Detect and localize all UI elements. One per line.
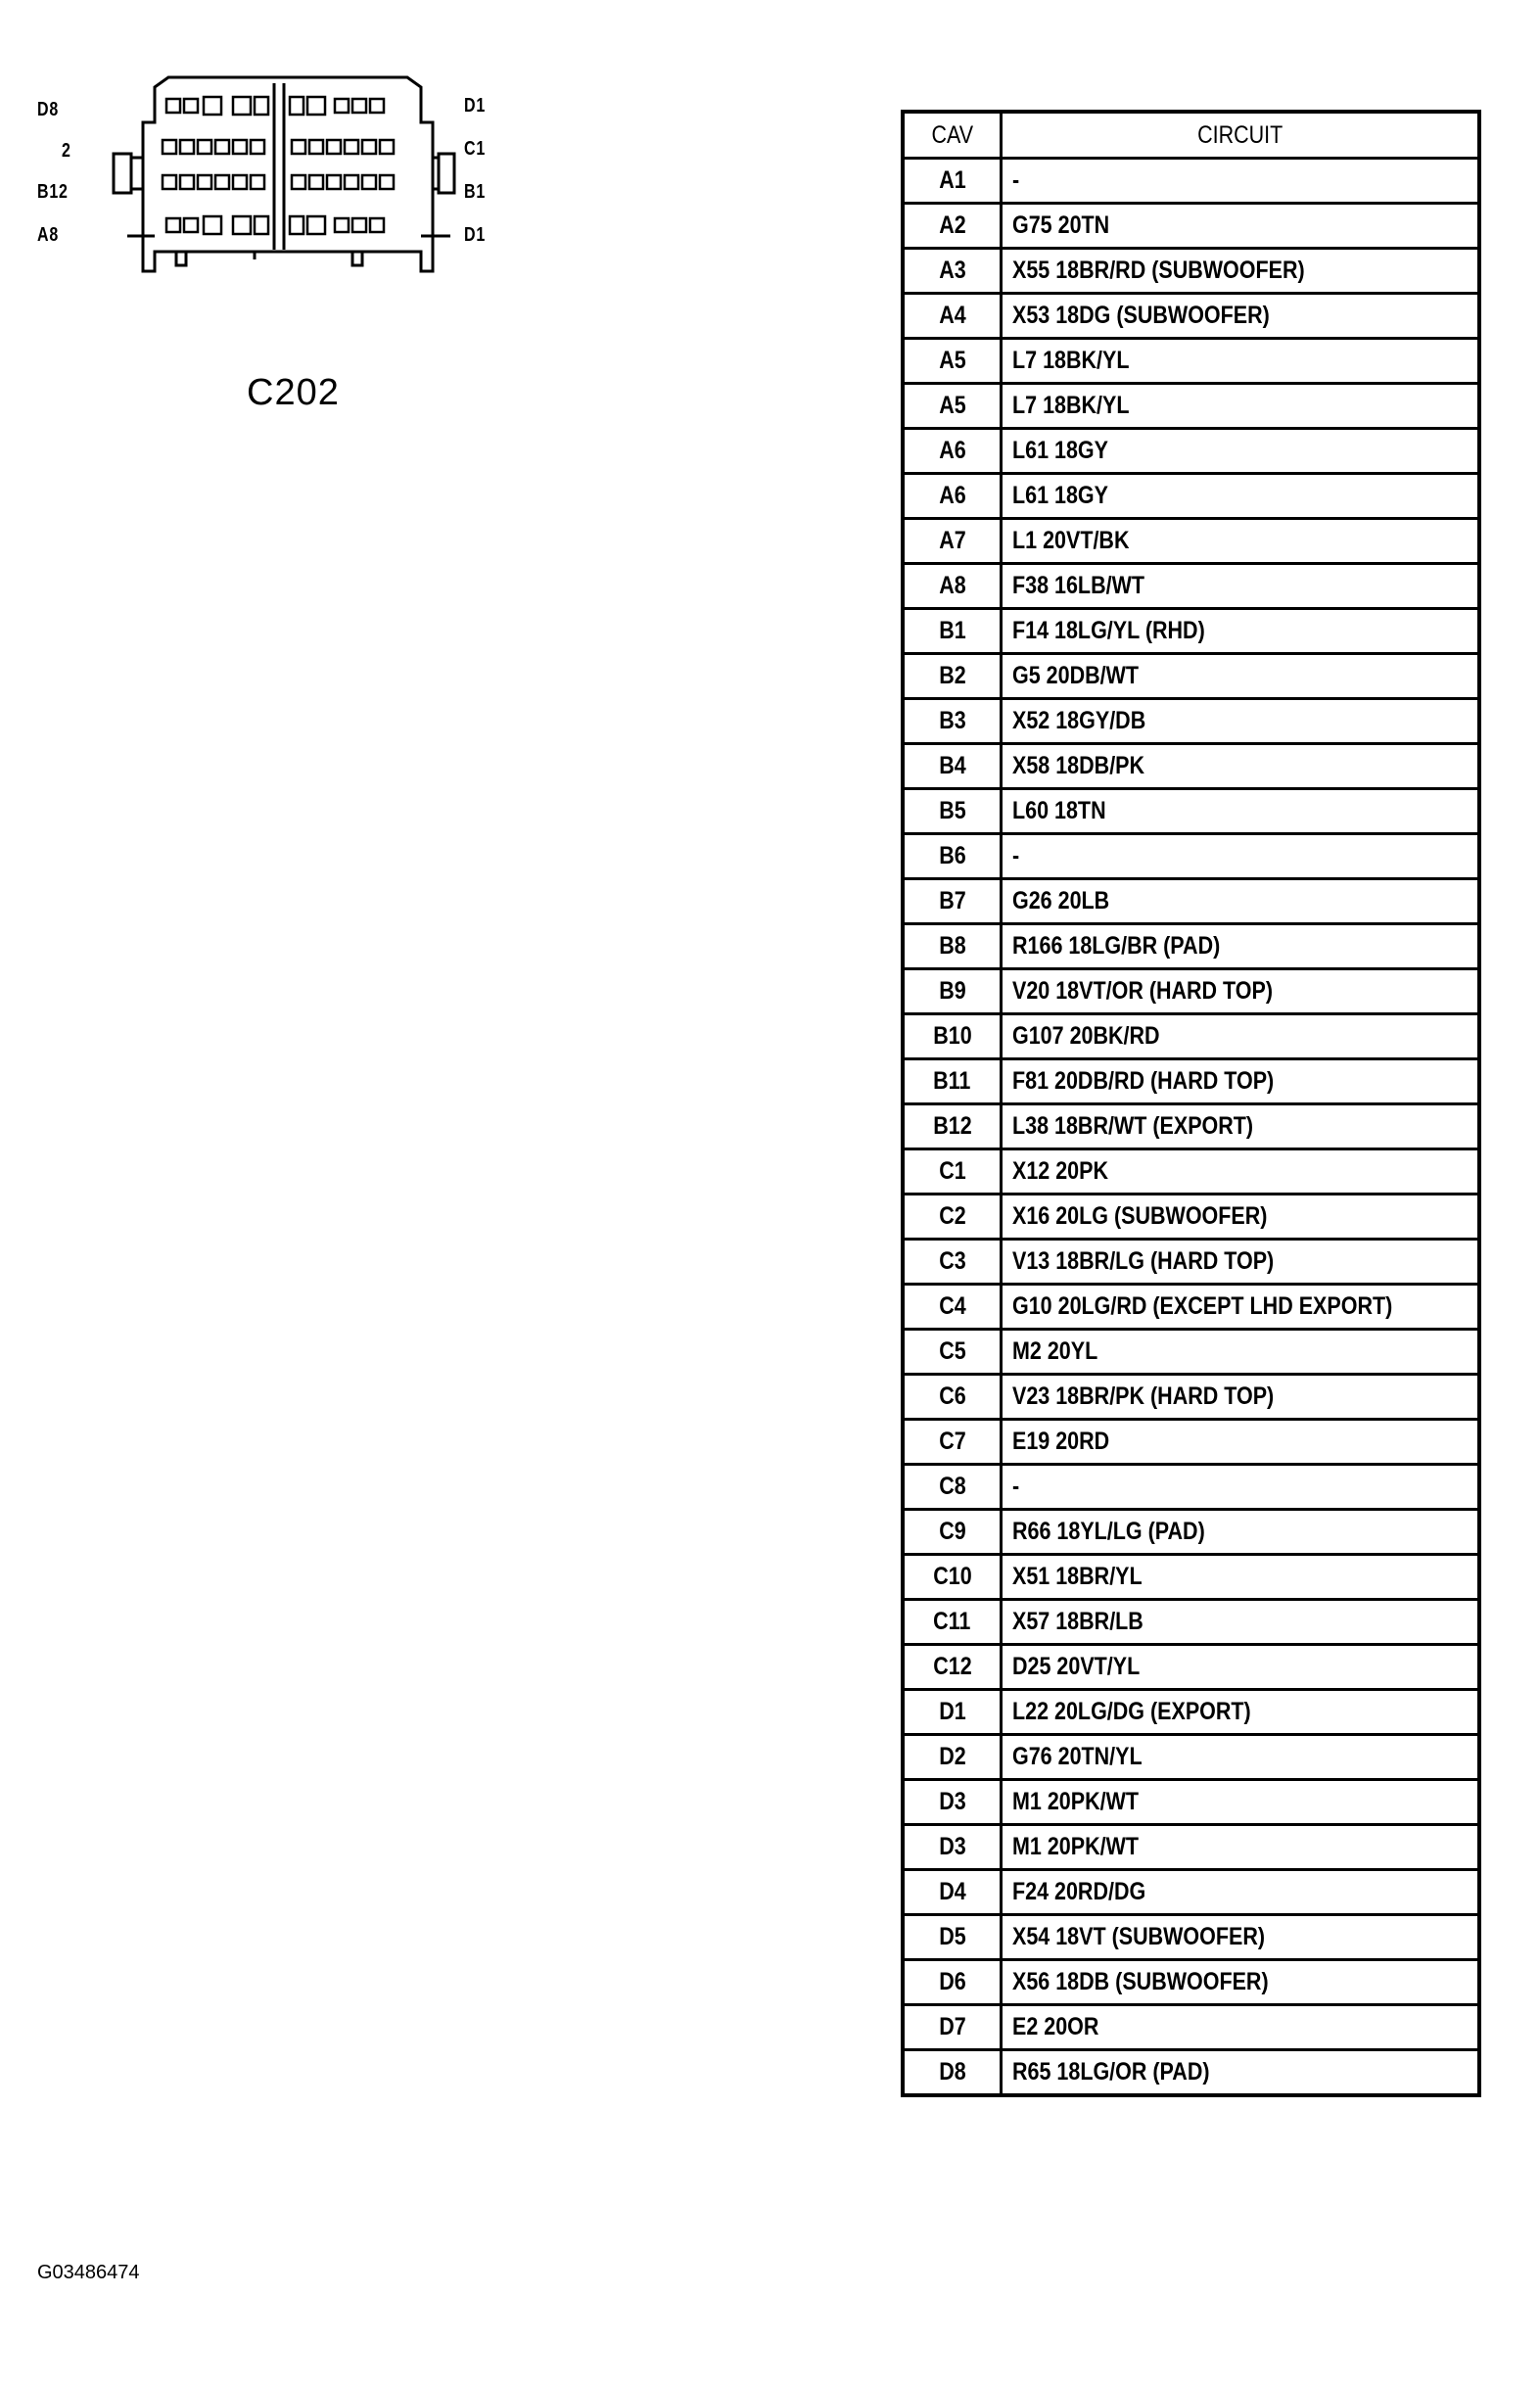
table-row — [903, 204, 1479, 249]
cav-text: D1 — [938, 1698, 966, 1725]
cav-cell — [903, 294, 1002, 339]
circuit-cell — [1002, 1149, 1480, 1195]
table-body — [903, 159, 1479, 2096]
circuit-cell — [1002, 1285, 1480, 1330]
circuit-text: X53 18DG (SUBWOOFER) — [1012, 302, 1270, 329]
circuit-cell — [1002, 249, 1480, 294]
cav-text: B4 — [938, 752, 966, 779]
cav-cell — [903, 879, 1002, 924]
circuit-cell — [1002, 564, 1480, 609]
circuit-text: R66 18YL/LG (PAD) — [1012, 1518, 1205, 1545]
pin-label-right-row2: C1 — [464, 138, 487, 160]
cav-text: A5 — [938, 347, 966, 374]
cav-text: C8 — [938, 1473, 966, 1500]
circuit-text: V23 18BR/PK (HARD TOP) — [1012, 1382, 1275, 1410]
table-row — [903, 2005, 1479, 2050]
circuit-cell — [1002, 1014, 1480, 1059]
circuit-text: L61 18GY — [1012, 437, 1108, 464]
table-row — [903, 699, 1479, 744]
table-row — [903, 834, 1479, 879]
circuit-text: D25 20VT/YL — [1012, 1653, 1141, 1680]
cav-text: B5 — [938, 797, 966, 824]
table-row — [903, 1420, 1479, 1465]
connector-name: C202 — [247, 372, 340, 413]
table-row — [903, 1735, 1479, 1780]
circuit-text: L61 18GY — [1012, 482, 1108, 509]
table-row — [903, 1780, 1479, 1825]
circuit-cell — [1002, 699, 1480, 744]
circuit-cell — [1002, 1825, 1480, 1870]
cav-text: D2 — [938, 1743, 966, 1770]
circuit-cell — [1002, 969, 1480, 1014]
cav-text: D7 — [938, 2013, 966, 2040]
cav-text: A4 — [938, 302, 966, 329]
circuit-text: L38 18BR/WT (EXPORT) — [1012, 1112, 1254, 1140]
circuit-cell — [1002, 384, 1480, 429]
table-row — [903, 429, 1479, 474]
pin-label-right-row4: D1 — [464, 224, 487, 246]
circuit-cell — [1002, 1915, 1480, 1960]
circuit-text: X16 20LG (SUBWOOFER) — [1012, 1202, 1268, 1230]
circuit-text: F24 20RD/DG — [1012, 1878, 1146, 1905]
table-row — [903, 654, 1479, 699]
cav-cell — [903, 384, 1002, 429]
cav-text: B2 — [938, 662, 966, 689]
connector-face-diagram — [29, 64, 519, 413]
circuit-text: V20 18VT/OR (HARD TOP) — [1012, 977, 1274, 1005]
table-row — [903, 1600, 1479, 1645]
cav-text: C10 — [932, 1563, 972, 1590]
cav-cell — [903, 1375, 1002, 1420]
header-cav — [903, 112, 1002, 159]
cav-text: C5 — [938, 1337, 966, 1365]
cav-cell — [903, 1014, 1002, 1059]
circuit-cell — [1002, 1870, 1480, 1915]
cav-cell — [903, 654, 1002, 699]
circuit-cell — [1002, 609, 1480, 654]
cav-cell — [903, 1420, 1002, 1465]
circuit-text: X57 18BR/LB — [1012, 1608, 1143, 1635]
circuit-cell — [1002, 1375, 1480, 1420]
cav-text: D4 — [938, 1878, 966, 1905]
circuit-text: X51 18BR/YL — [1012, 1563, 1143, 1590]
table-row — [903, 2050, 1479, 2096]
circuit-cell — [1002, 789, 1480, 834]
cav-text: D6 — [938, 1968, 966, 1995]
cav-cell — [903, 249, 1002, 294]
circuit-text: M2 20YL — [1012, 1337, 1098, 1365]
cav-text: A1 — [938, 166, 966, 194]
circuit-cell — [1002, 1645, 1480, 1690]
table-row — [903, 564, 1479, 609]
circuit-text: E19 20RD — [1012, 1428, 1110, 1455]
connector-outline — [29, 64, 519, 299]
header-circuit-text: CIRCUIT — [1196, 120, 1283, 149]
cav-cell — [903, 564, 1002, 609]
table-row — [903, 1014, 1479, 1059]
cav-text: A3 — [938, 257, 966, 284]
circuit-cell — [1002, 744, 1480, 789]
cav-text: C12 — [932, 1653, 972, 1680]
circuit-text: X58 18DB/PK — [1012, 752, 1145, 779]
cav-cell — [903, 1104, 1002, 1149]
table-row — [903, 249, 1479, 294]
table-row — [903, 969, 1479, 1014]
circuit-text: G10 20LG/RD (EXCEPT LHD EXPORT) — [1012, 1292, 1393, 1320]
cav-text: D3 — [938, 1833, 966, 1860]
circuit-cell — [1002, 1510, 1480, 1555]
cav-cell — [903, 1195, 1002, 1240]
circuit-text: M1 20PK/WT — [1012, 1833, 1140, 1860]
cav-cell — [903, 339, 1002, 384]
cav-cell — [903, 1870, 1002, 1915]
circuit-text: X12 20PK — [1012, 1157, 1109, 1185]
circuit-text: G75 20TN — [1012, 211, 1110, 239]
cav-cell — [903, 2050, 1002, 2096]
circuit-text: R65 18LG/OR (PAD) — [1012, 2058, 1210, 2085]
circuit-cell — [1002, 1104, 1480, 1149]
table-row — [903, 609, 1479, 654]
cav-cell — [903, 1645, 1002, 1690]
cav-text: C6 — [938, 1382, 966, 1410]
circuit-cell — [1002, 1690, 1480, 1735]
cav-text: C4 — [938, 1292, 966, 1320]
cav-cell — [903, 1149, 1002, 1195]
circuit-cell — [1002, 339, 1480, 384]
cav-cell — [903, 2005, 1002, 2050]
circuit-text: R166 18LG/BR (PAD) — [1012, 932, 1221, 960]
circuit-text: G107 20BK/RD — [1012, 1022, 1160, 1050]
circuit-cell — [1002, 1059, 1480, 1104]
circuit-cell — [1002, 429, 1480, 474]
circuit-cell — [1002, 1780, 1480, 1825]
pin-label-right-row3: B1 — [464, 181, 487, 203]
table-row — [903, 1104, 1479, 1149]
table-row — [903, 1960, 1479, 2005]
table-row — [903, 1375, 1479, 1420]
cav-cell — [903, 1059, 1002, 1104]
circuit-text: E2 20OR — [1012, 2013, 1099, 2040]
cav-cell — [903, 834, 1002, 879]
circuit-text: X55 18BR/RD (SUBWOOFER) — [1012, 257, 1305, 284]
circuit-cell — [1002, 1960, 1480, 2005]
cav-text: A2 — [938, 211, 966, 239]
circuit-cell — [1002, 474, 1480, 519]
table-row — [903, 474, 1479, 519]
cav-text: B3 — [938, 707, 966, 734]
table-row — [903, 384, 1479, 429]
cav-text: C2 — [938, 1202, 966, 1230]
cav-text: B9 — [938, 977, 966, 1005]
circuit-cell — [1002, 159, 1480, 204]
circuit-cell — [1002, 1555, 1480, 1600]
table-row — [903, 1825, 1479, 1870]
table-row — [903, 1465, 1479, 1510]
circuit-text: L7 18BK/YL — [1012, 347, 1130, 374]
pin-label-left-row3: B12 — [37, 181, 69, 203]
cav-cell — [903, 1510, 1002, 1555]
cav-cell — [903, 204, 1002, 249]
circuit-cell — [1002, 654, 1480, 699]
cav-text: C9 — [938, 1518, 966, 1545]
cav-text: B12 — [932, 1112, 972, 1140]
pin-label-right-row1: D1 — [464, 95, 487, 117]
circuit-cell — [1002, 834, 1480, 879]
cav-text: D8 — [938, 2058, 966, 2085]
circuit-cell — [1002, 2050, 1480, 2096]
circuit-cell — [1002, 1465, 1480, 1510]
table-row — [903, 1059, 1479, 1104]
cav-cell — [903, 1915, 1002, 1960]
cav-cell — [903, 1735, 1002, 1780]
circuit-text: L60 18TN — [1012, 797, 1106, 824]
circuit-text: M1 20PK/WT — [1012, 1788, 1140, 1815]
table-row — [903, 1285, 1479, 1330]
circuit-cell — [1002, 204, 1480, 249]
circuit-cell — [1002, 1600, 1480, 1645]
circuit-text: F14 18LG/YL (RHD) — [1012, 617, 1205, 644]
cav-cell — [903, 1600, 1002, 1645]
cav-text: B7 — [938, 887, 966, 914]
pin-label-left-row2: 2 — [62, 140, 71, 162]
header-circuit — [1002, 112, 1480, 159]
table-row — [903, 1915, 1479, 1960]
cav-cell — [903, 1465, 1002, 1510]
cav-cell — [903, 159, 1002, 204]
circuit-text: X52 18GY/DB — [1012, 707, 1146, 734]
cav-cell — [903, 1240, 1002, 1285]
cav-text: C1 — [938, 1157, 966, 1185]
cav-text: B11 — [933, 1067, 971, 1095]
cav-text: B1 — [938, 617, 966, 644]
cav-cell — [903, 1825, 1002, 1870]
cav-cell — [903, 609, 1002, 654]
cav-text: A6 — [938, 482, 966, 509]
circuit-cell — [1002, 879, 1480, 924]
cav-text: A6 — [938, 437, 966, 464]
cav-cell — [903, 1780, 1002, 1825]
table-row — [903, 294, 1479, 339]
cav-text: A5 — [938, 392, 966, 419]
circuit-cell — [1002, 2005, 1480, 2050]
table-row — [903, 1330, 1479, 1375]
cav-text: C3 — [938, 1247, 966, 1275]
cav-text: C11 — [933, 1608, 971, 1635]
circuit-text: - — [1012, 1473, 1020, 1500]
cav-cell — [903, 1555, 1002, 1600]
circuit-text: X54 18VT (SUBWOOFER) — [1012, 1923, 1266, 1950]
circuit-text: G76 20TN/YL — [1012, 1743, 1143, 1770]
circuit-cell — [1002, 294, 1480, 339]
cav-cell — [903, 1330, 1002, 1375]
table-row — [903, 159, 1479, 204]
cav-cell — [903, 924, 1002, 969]
table-row — [903, 924, 1479, 969]
circuit-cell — [1002, 924, 1480, 969]
cav-cell — [903, 1285, 1002, 1330]
cav-cell — [903, 969, 1002, 1014]
cav-text: B10 — [932, 1022, 972, 1050]
circuit-text: L22 20LG/DG (EXPORT) — [1012, 1698, 1251, 1725]
cav-cell — [903, 789, 1002, 834]
circuit-text: L1 20VT/BK — [1012, 527, 1130, 554]
cav-text: A7 — [938, 527, 966, 554]
table-row — [903, 339, 1479, 384]
table-row — [903, 1870, 1479, 1915]
table-row — [903, 1510, 1479, 1555]
cav-cell — [903, 699, 1002, 744]
cav-cell — [903, 744, 1002, 789]
cav-cell — [903, 1960, 1002, 2005]
figure-id: G03486474 — [37, 2262, 140, 2283]
circuit-text: L7 18BK/YL — [1012, 392, 1130, 419]
cav-cell — [903, 519, 1002, 564]
circuit-cell — [1002, 1240, 1480, 1285]
table-row — [903, 1240, 1479, 1285]
circuit-cell — [1002, 1735, 1480, 1780]
connector-pinout-table — [901, 110, 1481, 2097]
cav-text: B8 — [938, 932, 966, 960]
circuit-text: V13 18BR/LG (HARD TOP) — [1012, 1247, 1275, 1275]
cav-text: C7 — [938, 1428, 966, 1455]
table-row — [903, 1555, 1479, 1600]
cav-cell — [903, 429, 1002, 474]
circuit-cell — [1002, 1330, 1480, 1375]
circuit-cell — [1002, 1420, 1480, 1465]
circuit-text: F38 16LB/WT — [1012, 572, 1145, 599]
circuit-text: G26 20LB — [1012, 887, 1110, 914]
cav-text: A8 — [938, 572, 966, 599]
pin-label-left-row4: A8 — [37, 224, 60, 246]
circuit-cell — [1002, 1195, 1480, 1240]
cav-cell — [903, 1690, 1002, 1735]
circuit-text: G5 20DB/WT — [1012, 662, 1140, 689]
table-row — [903, 879, 1479, 924]
table-row — [903, 1690, 1479, 1735]
table-row — [903, 744, 1479, 789]
circuit-text: F81 20DB/RD (HARD TOP) — [1012, 1067, 1275, 1095]
cav-text: B6 — [938, 842, 966, 869]
circuit-text: X56 18DB (SUBWOOFER) — [1012, 1968, 1269, 1995]
circuit-text: - — [1012, 166, 1020, 194]
table-row — [903, 1149, 1479, 1195]
table-row — [903, 789, 1479, 834]
table-row — [903, 519, 1479, 564]
circuit-text: - — [1012, 842, 1020, 869]
table-row — [903, 1195, 1479, 1240]
table-header-row — [903, 112, 1479, 159]
cav-cell — [903, 474, 1002, 519]
header-cav-text: CAV — [931, 120, 973, 149]
circuit-cell — [1002, 519, 1480, 564]
pin-label-left-row1: D8 — [37, 99, 60, 120]
cav-text: D5 — [938, 1923, 966, 1950]
table-row — [903, 1645, 1479, 1690]
cav-text: D3 — [938, 1788, 966, 1815]
